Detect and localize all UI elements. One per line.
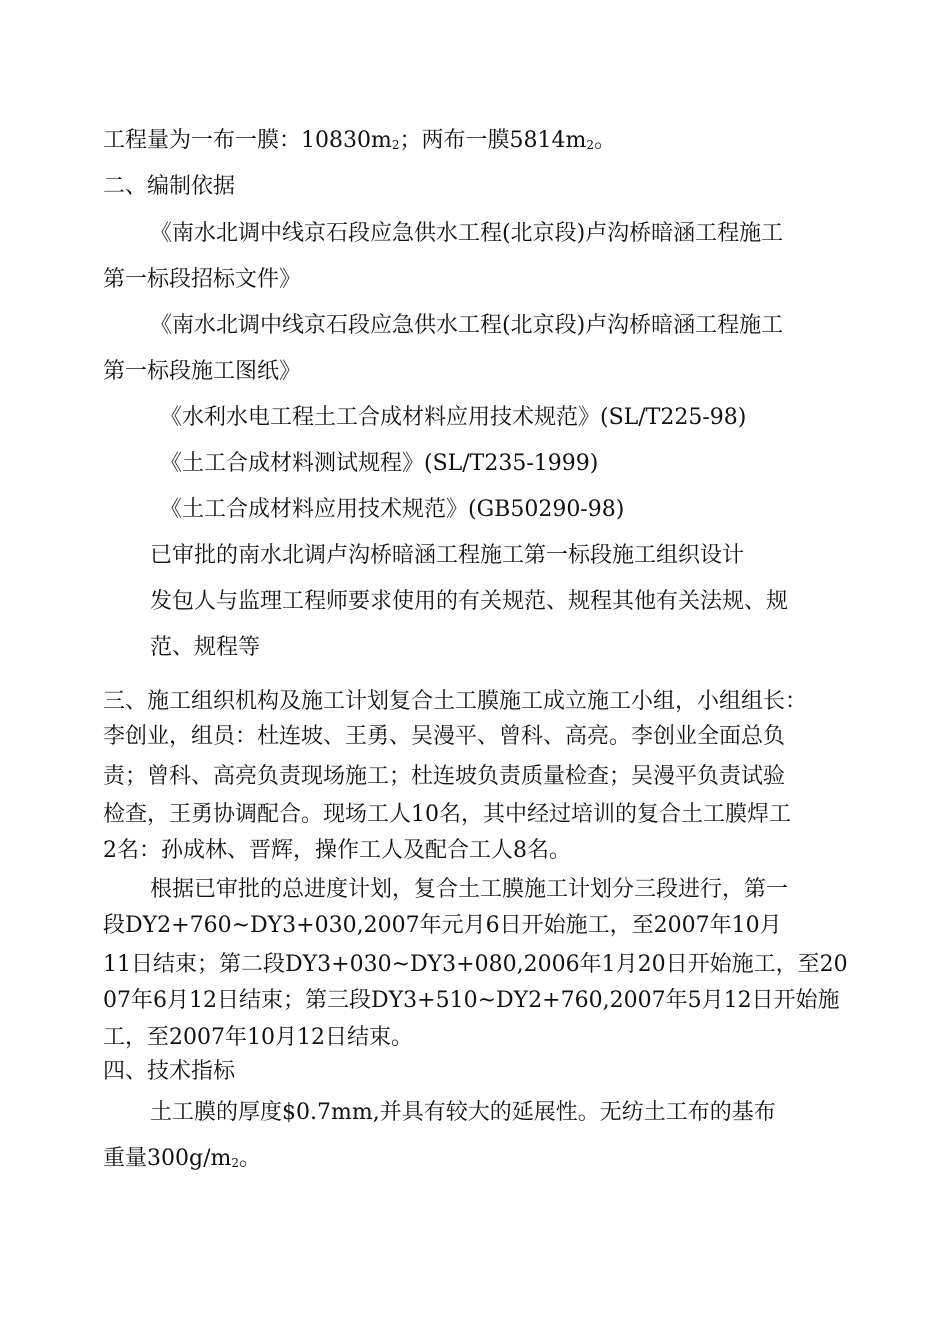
schedule-line-3: 11日结束；第二段DY3+030~DY3+080,2006年1月20日开始施工，至20	[103, 952, 848, 977]
basis-item-6: 已审批的南水北调卢沟桥暗涵工程施工第一标段施工组织设计	[150, 543, 745, 568]
organization-line-2: 李创业，组员：杜连坡、王勇、吴漫平、曾科、高亮。李创业全面总负	[103, 724, 786, 749]
basis-item-1: 《南水北调中线京石段应急供水工程(北京段)卢沟桥暗涵工程施工	[150, 221, 784, 246]
schedule-line-2: 段DY2+760~DY3+030,2007年元月6日开始施工，至2007年10月	[103, 913, 782, 938]
basis-item-4: 《土工合成材料测试规程》(SL/T235-1999)	[160, 451, 599, 476]
technical-line-2	[103, 1144, 261, 1174]
section-technical: 四、技术指标	[103, 1059, 236, 1084]
basis-item-7-cont: 范、规程等	[150, 635, 261, 660]
organization-line-4: 检查，王勇协调配合。现场工人10名，其中经过培训的复合土工膜焊工	[103, 802, 791, 827]
section-organization: 三、施工组织机构及施工计划复合土工膜施工成立施工小组，小组组长：	[103, 689, 808, 714]
basis-item-5: 《土工合成材料应用技术规范》(GB50290-98)	[160, 497, 625, 522]
basis-item-1-cont: 第一标段招标文件》	[103, 267, 302, 292]
unit-superscript: 2	[231, 1156, 239, 1170]
basis-item-7: 发包人与监理工程师要求使用的有关规范、规程其他有关法规、规	[150, 589, 789, 614]
quantity-line	[103, 126, 616, 156]
quantity-one-membrane: 工程量为一布一膜：10830m	[103, 128, 392, 153]
organization-line-5: 2名：孙成林、晋辉，操作工人及配合工人8名。	[103, 838, 571, 863]
schedule-line-1: 根据已审批的总进度计划，复合土工膜施工计划分三段进行，第一	[150, 877, 789, 902]
basis-item-2: 《南水北调中线京石段应急供水工程(北京段)卢沟桥暗涵工程施工	[150, 313, 784, 338]
unit-superscript: 2	[391, 138, 400, 152]
section-heading-basis: 二、编制依据	[103, 174, 236, 199]
technical-line-1: 土工膜的厚度$0.7mm,并具有较大的延展性。无纺土工布的基布	[150, 1100, 776, 1125]
punctuation: 。	[594, 128, 617, 153]
schedule-line-4: 07年6月12日结束；第三段DY3+510~DY2+760,2007年5月12日开始施	[103, 988, 840, 1013]
unit-superscript: 2	[586, 138, 594, 152]
schedule-line-5: 工，至2007年10月12日结束。	[103, 1025, 413, 1050]
punctuation: 。	[239, 1146, 262, 1171]
basis-item-3: 《水利水电工程土工合成材料应用技术规范》(SL/T225-98)	[160, 405, 747, 430]
fabric-weight: 重量300g/m	[103, 1146, 232, 1171]
basis-item-2-cont: 第一标段施工图纸》	[103, 359, 302, 384]
quantity-two-cloth: ；两布一膜5814m	[399, 128, 587, 153]
organization-line-3: 责；曾科、高亮负责现场施工；杜连坡负责质量检查；吴漫平负责试验	[103, 764, 786, 789]
